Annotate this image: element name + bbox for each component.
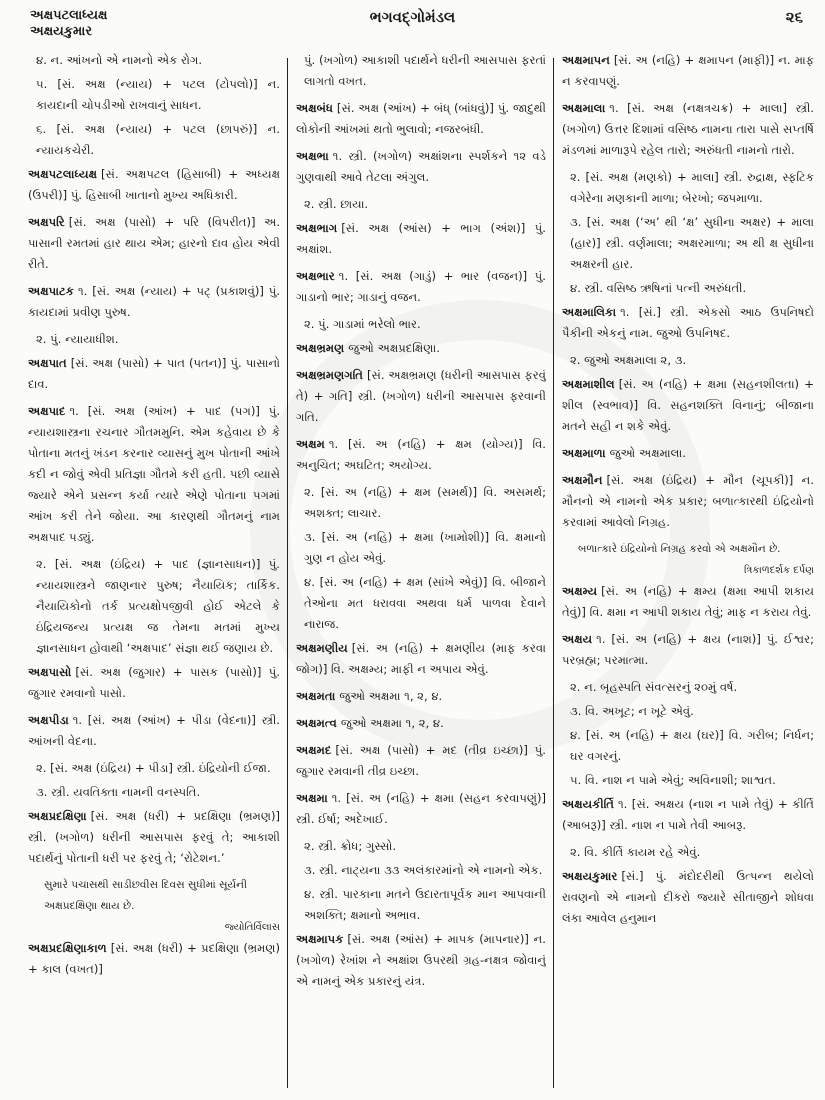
dictionary-entry [296, 218, 546, 260]
dictionary-entry [562, 629, 814, 671]
column-divider [287, 58, 288, 1088]
dictionary-entry [28, 938, 280, 980]
dictionary-entry [28, 806, 280, 869]
sense-definition: ૩. [સં. અ (નહિ) + ક્ષમા (ખામોશી)] વિ. ક્ષમાનો ગુણ ન હોય એવું. [304, 530, 546, 565]
sense-definition: ૨. [સં. અક્ષ (ઇંદ્રિય) + પાદ (જ્ઞાનસાધન)] પું. ન્યાયશાસ્ત્રને જાણનાર પુરુષ; નૈયાયિક; તાર્કિક. નૈયાયિકોનો તર્ક પ્રત્યક્ષોપજીવી હોઈ એટલે કે ઇંદ્રિયજન્ય પ્રત્યક્ષ જ તેમના મતમાં મુખ્ય જ્ઞાનસાધન હોવાથી ‘અક્ષપાદ’ સંજ્ઞા થઈ જણાય છે. [36, 557, 280, 655]
headword: અક્ષમાલિકા [562, 305, 617, 319]
dictionary-entry [562, 374, 814, 437]
definition: જુઓ અક્ષમા ૧, ૨, ૪. [340, 716, 444, 730]
dictionary-entry [562, 50, 814, 92]
definition: ૧. [સં. અ (નહિ) + ક્ષમ (યોગ્ય)] વિ. અનુચિત; અઘટિત; અયોગ્ય. [296, 437, 546, 472]
dictionary-entry [296, 713, 546, 734]
dictionary-entry [296, 686, 546, 707]
dictionary-entry [562, 470, 814, 533]
headword: અક્ષપટલાધ્યક્ષ [28, 167, 98, 181]
sense-definition: ૨. [સં. અક્ષ (ઇંદ્રિય) + પીડા] સ્ત્રી. ઇંદ્રિયોની ઈજા. [36, 761, 271, 775]
definition: [સં. અ (નહિ) + ક્ષમણીય (માફ કરવા જોગ)] વિ. અક્ષમ્ય; માફી ન અપાય એવું. [296, 641, 546, 676]
sense-definition: ૪. સ્ત્રી. વસિષ્ઠ ઋષિનાં પત્ની અરુંધતી. [570, 281, 747, 295]
definition: ૧. [સં. અક્ષ (ન્યાય) + પટ્ (પ્રકાશવું)] પું. કાયદામાં પ્રવીણ પુરુષ. [28, 284, 280, 319]
dictionary-entry [562, 581, 814, 623]
sense-definition: ૪. [સં. અ (નહિ) + ક્ષય (ઘર)] વિ. ગરીબ; નિર્ધન; ઘર વગરનું. [570, 728, 814, 763]
dictionary-entry [296, 929, 546, 992]
dictionary-entry [296, 266, 546, 308]
dictionary-entry [28, 281, 280, 323]
headword: અક્ષપ્રદક્ષિણાકાળ [28, 941, 107, 955]
sense-definition: ૨. પું. ન્યાયાધીશ. [36, 332, 119, 346]
headword: અક્ષમાશીલ [562, 377, 615, 391]
sense-definition: ૩. [સં. અક્ષ (‘અ’ થી ‘ક્ષ’ સુધીના અક્ષર) + માલા (હાર)] સ્ત્રી. વર્ણમાલા; અક્ષરમાળા; અ થી ક્ષ સુધીના અક્ષરની હાર. [570, 215, 814, 271]
headword: અક્ષમ્ય [562, 584, 598, 598]
sense-definition: ૩. સ્ત્રી. નાટ્યના ૩૩ અલંકારમાંનો એ નામનો એક. [304, 863, 543, 877]
definition: [સં. અ (નહિ) + ક્ષમ્ય (ક્ષમા આપી શકાય તેવું)] વિ. ક્ષમા ન આપી શકાય તેવું; માફ ન કરાય તેવું. [562, 584, 814, 619]
page-header [0, 0, 825, 46]
headword: અક્ષપીડા [28, 713, 69, 727]
definition: [સં. અક્ષ (ધરી) + પ્રદક્ષિણા (ભ્રમણ) + કાલ (વખત)] [28, 941, 280, 976]
dictionary-entry [28, 212, 280, 275]
quotation-source: જ્યોતિર્વિલાસ [224, 922, 280, 933]
dictionary-entry [296, 365, 546, 428]
headword: અક્ષમદ [296, 743, 332, 757]
dictionary-entry [28, 662, 280, 704]
sense-definition: ૪. સ્ત્રી. પારકાના મતને ઉદારતાપૂર્વક માન આપવાની અશક્તિ; ક્ષમાનો અભાવ. [304, 887, 546, 922]
headword: અક્ષભા [296, 149, 329, 163]
definition: ૧. [સં. અ (નહિ) + ક્ષય (નાશ)] પું. ઈશ્વર; પરબ્રહ્મ; પરમાત્મા. [562, 632, 814, 667]
headword: અક્ષપાદ [28, 404, 66, 418]
definition: ૧. [સં. અ (નહિ) + ક્ષમા (સહન કરવાપણું)] સ્ત્રી. ઈર્ષા; અદેખાઈ. [296, 791, 546, 826]
sense-definition: ૬. [સં. અક્ષ (ન્યાય) + પટલ (છાપરું)] ન. ન્યાયકચેરી. [36, 122, 280, 157]
headword: અક્ષમૌન [562, 473, 603, 487]
definition: ૧. સ્ત્રી. (ખગોળ) અક્ષાંશના સ્પર્શકને ૧૨ વડે ગુણવાથી આવે તેટલા અંગુલ. [296, 149, 546, 184]
dictionary-entry [296, 338, 546, 359]
sense-definition: ૪. ન. આંખનો એ નામનો એક રોગ. [36, 53, 203, 67]
sense-definition: ૨. [સં. અ (નહિ) + ક્ષમ (સમર્થ)] વિ. અસમર્થ; અશક્ત; લાચાર. [304, 485, 546, 520]
guide-word-last: અક્ષયકુમાર [30, 24, 93, 39]
headword: અક્ષમાળા [562, 446, 606, 460]
definition: [સં. અક્ષ (ઇંદ્રિય) + મૌન (ચૂપકી)] ન. મૌનનો એ નામનો એક પ્રકાર; બળાત્કારથી ઇંદ્રિયોનો કરવામાં આવેલો નિગ્રહ. [562, 473, 814, 529]
definition: ૧. [સં. અક્ષ (આંખ) + પીડા (વેદના)] સ્ત્રી. આંખની વેદના. [28, 713, 280, 748]
headword: અક્ષભાગ [296, 221, 338, 235]
sense-definition: ૩. સ્ત્રી. યવતિક્તા નામની વનસ્પતિ. [36, 785, 201, 799]
dictionary-entry [562, 443, 814, 464]
definition: [સં. અક્ષભ્રમણ (ધરીની આસપાસ ફરવું તે) + ગતિ] સ્ત્રી. (ખગોળ) ધરીની આસપાસ ફરવાની ગતિ. [296, 368, 546, 424]
page-number: ૨૬ [785, 8, 803, 26]
definition: [સં. અ (નહિ) + ક્ષમા (સહનશીલતા) + શીલ (સ્વભાવ)] વિ. સહનશક્તિ વિનાનું; બીજાના મતને સહી ન શકે એવું. [562, 377, 814, 433]
sense-definition: ૫. વિ. નાશ ન પામે એવું; અવિનાશી; શાશ્વત. [570, 773, 776, 787]
definition: [સં. અક્ષ (પાસો) + પાત (પતન)] પું. પાસાનો દાવ. [28, 356, 280, 391]
sense-definition: ૨. [સં. અક્ષ (મણકો) + માલા] સ્ત્રી. રુદ્રાક્ષ, સ્ફટિક વગેરેના મણકાની માળા; બેરખો; જપમાળા. [570, 170, 814, 205]
continued-definition: પું. (ખગોળ) આકાશી પદાર્થને ધરીની આસપાસ ફરતાં લાગતો વખત. [304, 53, 546, 88]
dictionary-entry [296, 434, 546, 476]
headword: અક્ષભાર [296, 269, 335, 283]
headword: અક્ષપ્રદક્ષિણા [28, 809, 87, 823]
usage-quotation [562, 539, 814, 581]
headword: અક્ષમાલા [562, 101, 606, 115]
headword: અક્ષમાપન [562, 53, 610, 67]
definition: જુઓ અક્ષમા ૧, ૨, ૪. [339, 689, 443, 703]
headword: અક્ષમણીય [296, 641, 348, 655]
column-2 [296, 50, 546, 1095]
definition: [સં. અ (નહિ) + ક્ષમાપન (માફી)] ન. માફ ન કરવાપણું. [562, 53, 814, 88]
guide-word-first: અક્ષપટલાધ્યક્ષ [30, 8, 108, 23]
sense-definition: ૫. [સં. અક્ષ (ન્યાય) + પટલ (ટોપલો)] ન. કાયદાની ચોપડીઓ રાખવાનું સાધન. [36, 77, 280, 112]
column-3 [562, 50, 814, 1095]
headword: અક્ષપાસો [28, 665, 72, 679]
sense-definition: ૨. જુઓ અક્ષમાલા ૨, ૩. [570, 353, 687, 367]
dictionary-entry [296, 98, 546, 140]
headword: અક્ષય [562, 632, 593, 646]
definition: [સં. અક્ષ (પાસો) + મદ (તીવ્ર ઇચ્છા)] પું. જુગાર રમવાની તીવ્ર ઇચ્છા. [296, 743, 546, 778]
sense-definition: ૩. વિ. અખૂટ; ન ખૂટે એવું. [570, 704, 694, 718]
dictionary-entry [28, 353, 280, 395]
headword: અક્ષભ્રમણ [296, 341, 345, 355]
sense-definition: ૨. વિ. કીર્તિ કાયમ રહે એવું. [570, 845, 701, 859]
dictionary-entry [28, 164, 280, 206]
headword: અક્ષબંધ [296, 101, 333, 115]
headword: અક્ષયકુમાર [562, 869, 618, 883]
headword: અક્ષમતા [296, 689, 336, 703]
dictionary-entry [296, 146, 546, 188]
dictionary-entry [562, 302, 814, 344]
definition: ૧. [સં. અક્ષ (ગાડું) + ભાર (વજન)] પું. ગાડાનો ભાર; ગાડાનું વજન. [296, 269, 546, 304]
dictionary-entry [296, 788, 546, 830]
definition: ૧. [સં. અક્ષ (આંખ) + પાદ (પગ)] પું. ન્યાયશાસ્ત્રના રચનાર ગૌતમમુનિ. એમ કહેવાય છે કે પોતાના મતનું ખંડન કરનાર વ્યાસનું મુખ પોતાની આંખે કદી ન જોવું એવી પ્રતિજ્ઞા ગૌતમે કરી હતી. પછી વ્યાસે જ્યારે એને પ્રસન્ન કર્યા ત્યારે એણે પોતાના પગમાં આંખ કરી તેને જોયા. આ કારણથી ગૌતમનું નામ અક્ષપાદ પડ્યું. [28, 404, 280, 544]
definition: [સં.] પું. મંદોદરીથી ઉત્પન્ન થયેલો રાવણનો એ નામનો દીકરો જ્યારે સીતાજીને શોધવા લંકા આવેલ હનુમાન [562, 869, 814, 925]
definition: ૧. [સં. અક્ષય (નાશ ન પામે તેવું) + કીર્તિ (આબરૂ)] સ્ત્રી. નાશ ન પામે તેવી આબરૂ. [562, 797, 814, 832]
dictionary-entry [562, 98, 814, 161]
headword: અક્ષપરિ [28, 215, 65, 229]
headword: અક્ષપાટક [28, 284, 74, 298]
definition: [સં. અક્ષ (આંસ) + માપક (માપનાર)] ન. (ખગોળ) રેખાંશ ને અક્ષાંશ ઉપરથી ગ્રહ-નક્ષત્ર જોવાનું એ નામનું એક પ્રકારનું યંત્ર. [296, 932, 546, 988]
usage-quotation [28, 875, 280, 938]
column-1 [28, 50, 280, 1095]
headword: અક્ષમત્વ [296, 716, 337, 730]
book-title: ભગવદ્ગોમંડલ [369, 8, 456, 26]
definition: ૧. [સં.] સ્ત્રી. એકસો આઠ ઉપનિષદો પૈકીની એકનું નામ. જુઓ ઉપનિષદ. [562, 305, 814, 340]
quotation-text: બળાત્કારે ઇંદ્રિયોનો નિગ્રહ કરવો એ અક્ષમૌન છે. [578, 543, 781, 555]
sense-definition: ૨. સ્ત્રી. ક્રોધ; ગુસ્સો. [304, 839, 397, 853]
dictionary-columns [0, 50, 825, 1095]
dictionary-entry [562, 794, 814, 836]
definition: [સં. અક્ષપટલ (હિસાબી) + અધ્યક્ષ (ઉપરી)] પું. હિસાબી ખાતાનો મુખ્ય અધિકારી. [28, 167, 280, 202]
headword: અક્ષમા [296, 791, 328, 805]
definition: [સં. અક્ષ (ધરી) + પ્રદક્ષિણા (ભ્રમણ)] સ્ત્રી. (ખગોળ) ધરીની આસપાસ ફરવું તે; આકાશી પદાર્થનું પોતાની ધરી પર ફરવું તે; ‘રોટેશન.’ [28, 809, 280, 865]
definition: ૧. [સં. અક્ષ (નક્ષત્રચક્ર) + માલા] સ્ત્રી. (ખગોળ) ઉત્તર દિશામાં વસિષ્ઠ નામના તારા પાસે સપ્તર્ષિ મંડળમાં માળારૂપે રહેલ તારો; અરુંધતી નામનો તારો. [562, 101, 814, 157]
sense-definition: ૨. પું. ગાડામાં ભરેલો ભાર. [304, 317, 421, 331]
definition: જુઓ અક્ષમાલા. [609, 446, 686, 460]
quotation-source: ત્રિકાળદર્શક દર્પણ [743, 565, 814, 576]
definition: [સં. અક્ષ (આંસ) + ભાગ (અંશ)] પું. અક્ષાંશ. [296, 221, 546, 256]
headword: અક્ષમ [296, 437, 325, 451]
definition: [સં. અક્ષ (પાસો) + પરિ (વિપરીત)] અ. પાસાની રમતમાં હાર થાય એમ; હારનો દાવ હોય એવી રીતે. [28, 215, 280, 271]
sense-definition: ૪. [સં. અ (નહિ) + ક્ષમ (સાંખે એવું)] વિ. બીજાને તેઓના મત ધરાવવા અથવા ધર્મ પાળવા દેવાને નારાજ. [304, 575, 546, 631]
definition: [સં. અક્ષ (જુગાર) + પાસક (પાસો)] પું. જુગાર રમવાનો પાસો. [28, 665, 280, 700]
dictionary-entry [28, 401, 280, 548]
quotation-text: સુમારે પચાસથી સાડીછવીસ દિવસ સુધીમાં સૂર્યની અક્ષપ્રદક્ષિણા થાય છે. [44, 879, 247, 912]
dictionary-entry [28, 710, 280, 752]
headword: અક્ષપાત [28, 356, 67, 370]
dictionary-entry [562, 866, 814, 929]
sense-definition: ૨. ન. બૃહસ્પતિ સંવત્સરનું ૨૦મું વર્ષ. [570, 680, 738, 694]
definition: [સં. અક્ષ (આંખ) + બંધ્ (બાંધવું)] પું. જાદુથી લોકોની આંખમાં થતો ભુલાવો; નજરબંધી. [296, 101, 546, 136]
headword: અક્ષભ્રમણગતિ [296, 368, 363, 382]
headword: અક્ષમાપક [296, 932, 344, 946]
dictionary-entry [296, 638, 546, 680]
dictionary-entry [296, 740, 546, 782]
column-divider [553, 58, 554, 1088]
headword: અક્ષયકીર્તિ [562, 797, 614, 811]
sense-definition: ૨. સ્ત્રી. છાયા. [304, 197, 369, 211]
definition: જુઓ અક્ષપ્રદક્ષિણા. [348, 341, 440, 355]
